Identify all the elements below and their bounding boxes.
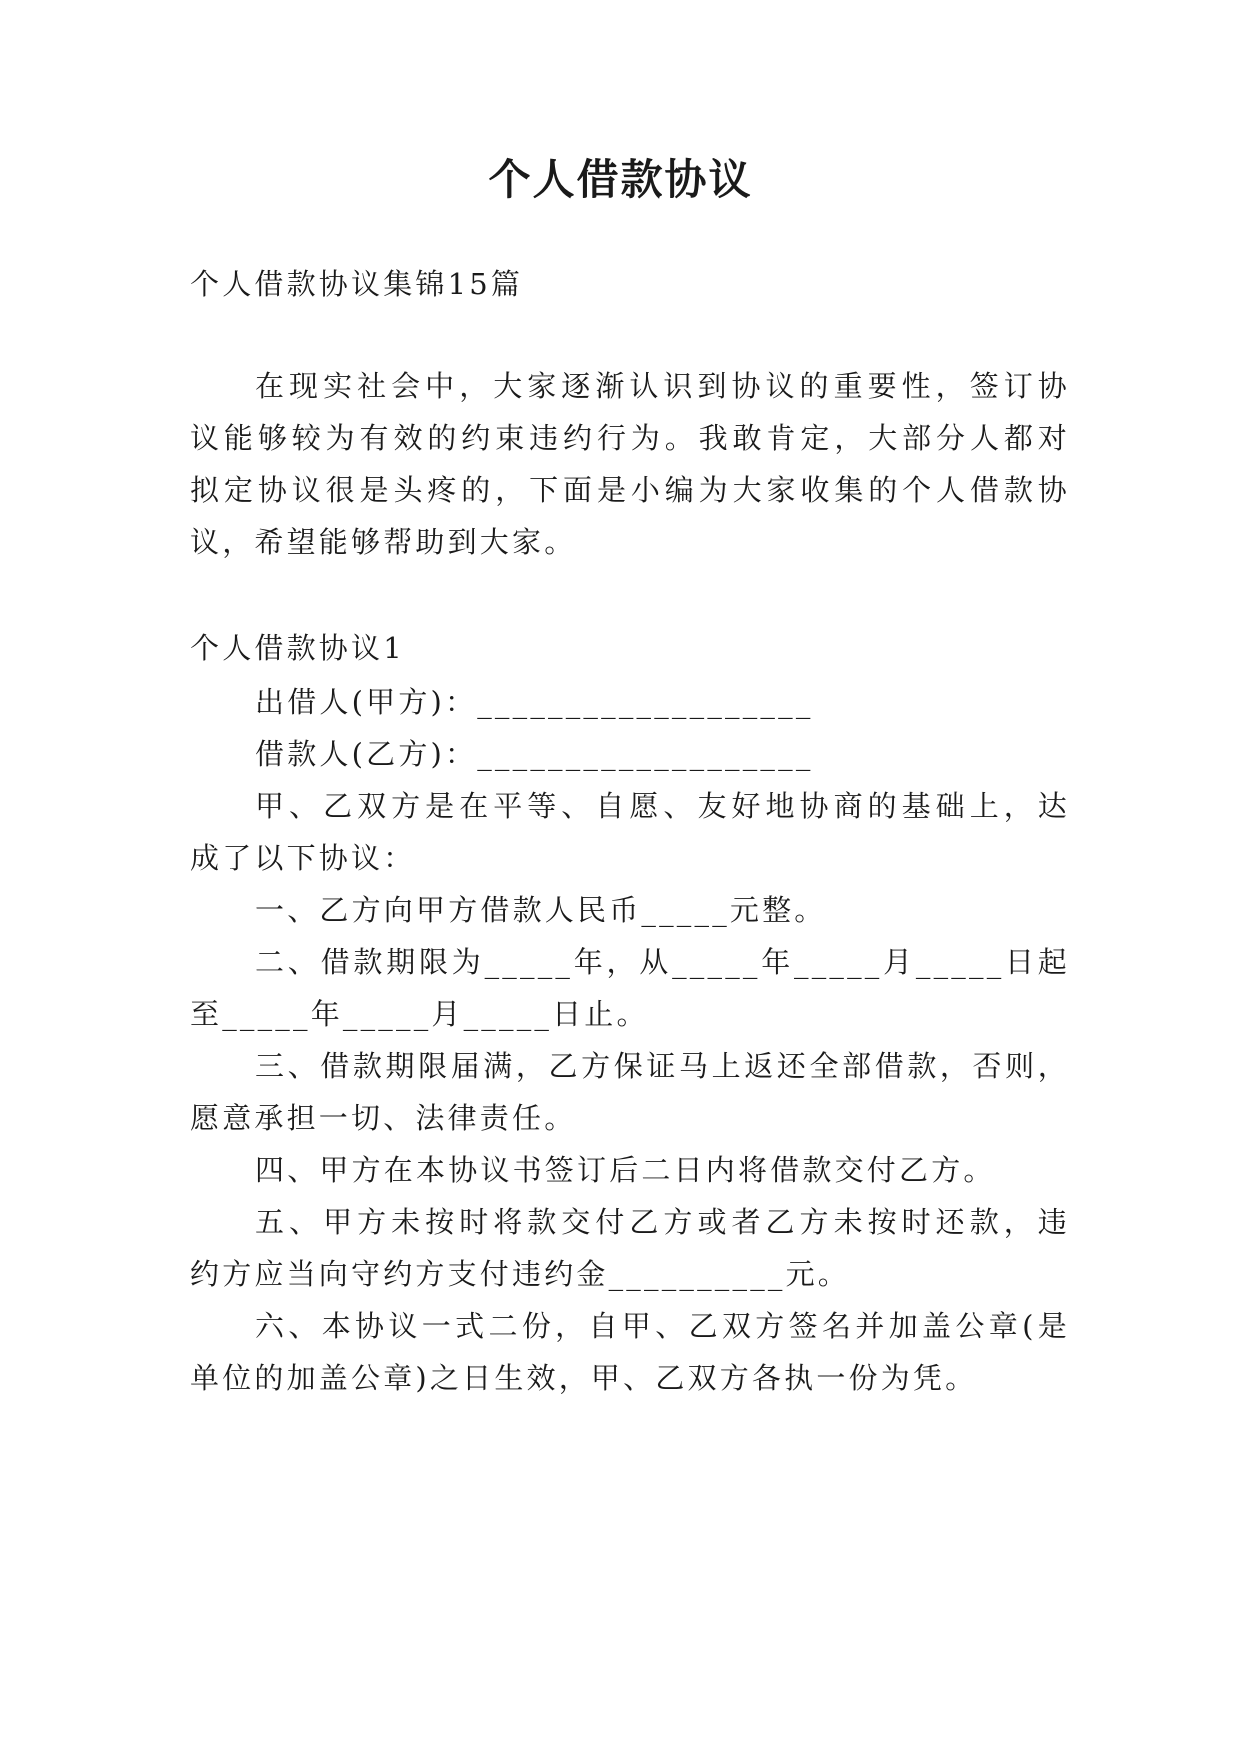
clause-5-line-2: 约方应当向守约方支付违约金__________元。 [190, 1257, 851, 1291]
clause-4: 四、甲方在本协议书签订后二日内将借款交付乙方。 [255, 1153, 996, 1187]
intro-line-1: 在现实社会中，大家逐渐认识到协议的重要性，签订协 [255, 369, 1070, 403]
intro-line-4: 议，希望能够帮助到大家。 [190, 525, 577, 559]
intro-line-3: 拟定协议很是头疼的，下面是小编为大家收集的个人借款协 [190, 473, 1070, 507]
lender-line: 出借人(甲方)：___________________ [255, 685, 814, 719]
clause-6-line-1: 六、本协议一式二份，自甲、乙双方签名并加盖公章(是 [255, 1309, 1070, 1343]
borrower-line: 借款人(乙方)：___________________ [255, 737, 814, 771]
clause-3-line-1: 三、借款期限届满，乙方保证马上返还全部借款，否则， [255, 1049, 1070, 1083]
clause-3-line-2: 愿意承担一切、法律责任。 [190, 1101, 577, 1135]
document-subtitle: 个人借款协议集锦15篇 [190, 267, 524, 301]
clause-6-line-2: 单位的加盖公章)之日生效，甲、乙双方各执一份为凭。 [190, 1361, 978, 1395]
clause-2-line-2: 至_____年_____月_____日止。 [190, 997, 649, 1031]
clause-2-line-1: 二、借款期限为_____年，从_____年_____月_____日起 [255, 945, 1070, 979]
intro-line-2: 议能够较为有效的约束违约行为。我敢肯定，大部分人都对 [190, 421, 1070, 455]
document-title: 个人借款协议 [488, 155, 753, 204]
preamble-line-2: 成了以下协议： [190, 841, 416, 875]
section-heading: 个人借款协议1 [190, 631, 405, 665]
clause-1: 一、乙方向甲方借款人民币_____元整。 [255, 893, 827, 927]
clause-5-line-1: 五、甲方未按时将款交付乙方或者乙方未按时还款，违 [255, 1205, 1070, 1239]
preamble-line-1: 甲、乙双方是在平等、自愿、友好地协商的基础上，达 [255, 789, 1070, 823]
